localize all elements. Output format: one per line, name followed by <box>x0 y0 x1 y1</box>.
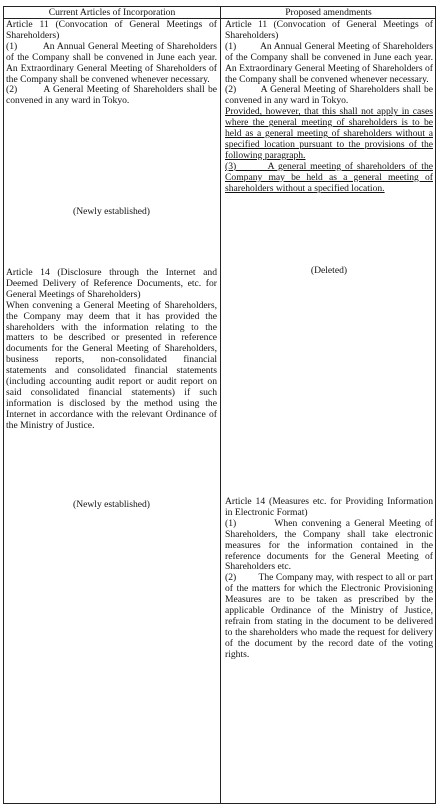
art14-proposed-p2: (2) The Company may, with respect to all or part of the matters for which the Electronic Provisioning Measures are to be taken as prescribed by the applicable Ordinance of the Ministry of Justice, refrain from stating in the document to be delivered to the shareholders who made the request for delivery of the document by the record date of the voting rights. <box>225 572 433 660</box>
header-proposed: Proposed amendments <box>285 7 372 18</box>
amendments-table <box>3 6 436 804</box>
art11-current-newly: (Newly established) <box>73 206 150 217</box>
art11-current-title: Article 11 (Convocation of General Meetings of Shareholders) <box>6 19 217 41</box>
art11-proposed-p2: (2) A General Meeting of Shareholders shall be convened in any ward in Tokyo. <box>225 84 433 107</box>
art11-proposed-p1: (1) An Annual General Meeting of Shareholders of the Company shall be convened in June each year. An Extraordinary General Meeting of Shareholders of the Company shall be convened whenever necessary. <box>225 40 433 85</box>
art11-current-block <box>6 20 217 107</box>
art14-current-title: Article 14 (Disclosure through the Internet and Deemed Delivery of Reference Documents, etc. for General Meetings of Shareholders) <box>6 267 217 300</box>
header-current: Current Articles of Incorporation <box>48 7 176 18</box>
art14-proposed-block <box>225 497 433 661</box>
art14-proposed-deleted: (Deleted) <box>310 265 348 276</box>
art11-proposed-block <box>225 20 433 195</box>
art11-current-p1: (1) An Annual General Meeting of Shareholders of the Company shall be convened in June each year. An Extraordinary General Meeting of Shareholders of the Company shall be convened whenever necessary. <box>6 40 217 85</box>
art11-proposed-p2-added: Provided, however, that this shall not apply in cases where the general meeting of shareholders is to be held as a general meeting of shareholders without a specified location pursuant to the provisions of the following paragraph. <box>225 106 433 161</box>
art11-proposed-p3: (3) A general meeting of shareholders of the Company may be held as a general meeting of shareholders without a specified location. <box>225 160 433 194</box>
art14-proposed-p1: (1) When convening a General Meeting of Shareholders, the Company shall take electronic measures for the information contained in the reference documents for the General Meeting of Shareholders etc. <box>225 517 433 573</box>
art14-current-block <box>6 268 217 432</box>
column-divider <box>220 7 221 803</box>
art11-current-p2: (2) A General Meeting of Shareholders shall be convened in any ward in Tokyo. <box>6 84 217 107</box>
art14-current-body: When convening a General Meeting of Shareholders, the Company may deem that it has provided the shareholders with the information relating to the matters to be described or presented in reference documents for the General Meeting of Shareholders, business reports, non-consolidated financial statements and consolidated financial statements (including accounting audit report or audit report on said consolidated financial statements) if such information is disclosed by the method using the Internet in accordance with the relevant Ordinance of the Ministry of Justice. <box>6 299 217 431</box>
art14-current-newly: (Newly established) <box>73 499 150 510</box>
art14-proposed-title: Article 14 (Measures etc. for Providing Information in Electronic Format) <box>225 496 433 518</box>
art11-proposed-title: Article 11 (Convocation of General Meetings of Shareholders) <box>225 19 433 41</box>
